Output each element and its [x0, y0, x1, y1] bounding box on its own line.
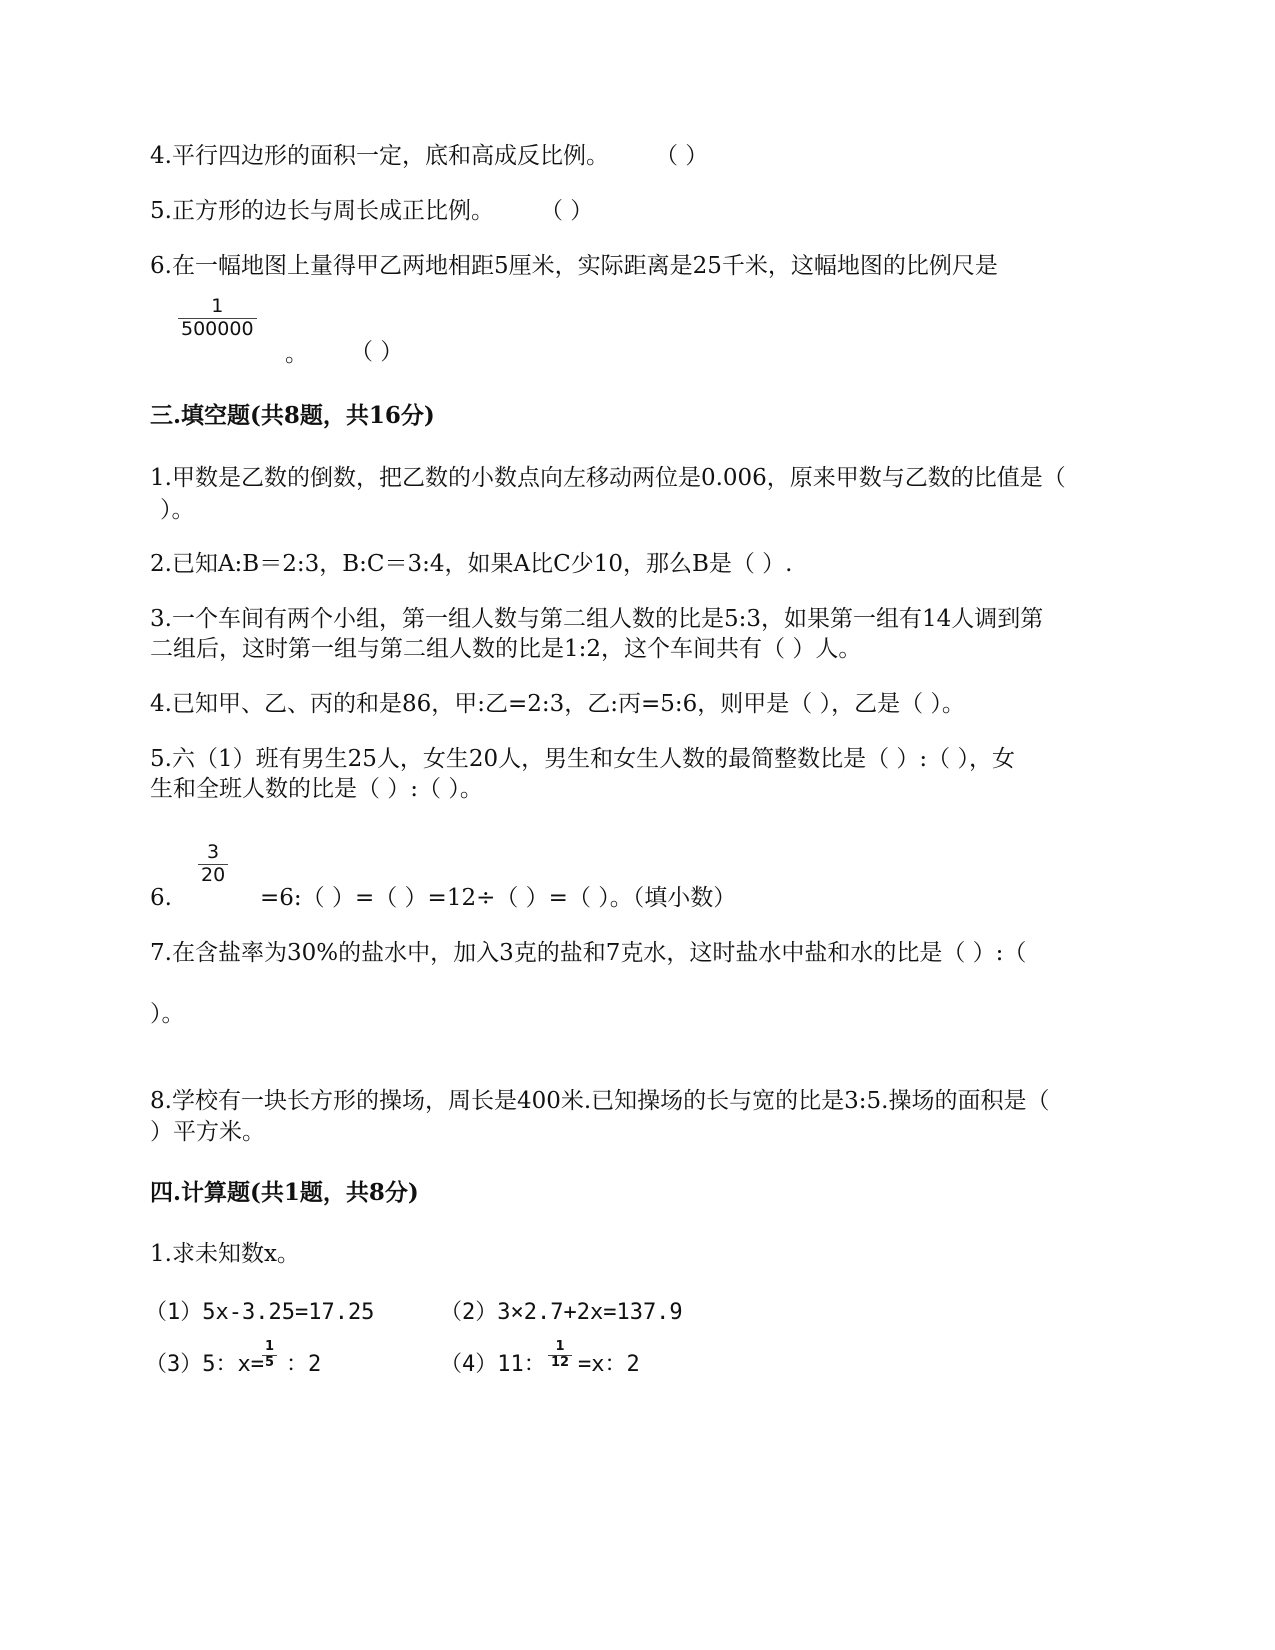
equation-1: （1）5x-3.25=17.25 — [145, 1300, 375, 1325]
fill-question-6-denominator: 20 — [201, 863, 226, 886]
fill-question-4: 4.已知甲、乙、丙的和是86，甲:乙=2:3，乙:丙=5:6，则甲是（ ），乙是（ ）。 — [150, 691, 965, 717]
map-scale-fraction — [178, 296, 257, 341]
judge-question-4 — [150, 140, 609, 172]
fill-question-1-line-2: ）。 — [160, 497, 195, 523]
fill-question-2: 2.已知A:B＝2:3，B:C＝3:4，如果A比C少10，那么B是（ ）. — [150, 551, 793, 577]
equation-2: （2）3×2.7+2x=137.9 — [440, 1300, 683, 1325]
fill-question-3-line-1: 3.一个车间有两个小组，第一组人数与第二组人数的比是5:3，如果第一组有14人调到第 — [150, 606, 1044, 632]
judge-question-6-paren: （ ） — [350, 339, 404, 365]
equation-3-denominator: 5 — [265, 1354, 275, 1370]
equation-4-fraction — [548, 1340, 572, 1371]
fill-question-5-line-1: 5.六（1）班有男生25人，女生20人，男生和女生人数的最简整数比是（ ）:（ ），女 — [150, 746, 1015, 772]
judge-question-4-paren: （ ） — [655, 143, 709, 169]
judge-question-5 — [150, 195, 494, 227]
judge-question-6 — [150, 250, 998, 282]
fill-question-7-line-1: 7.在含盐率为30%的盐水中，加入3克的盐和7克水，这时盐水中盐和水的比是（ ）:（ — [150, 940, 1027, 966]
equation-3-fraction — [262, 1340, 277, 1371]
fill-question-6-fraction — [198, 842, 228, 887]
equation-4-numerator: 1 — [555, 1339, 565, 1354]
fill-question-6-prefix: 6. — [150, 885, 172, 911]
map-scale-denominator: 500000 — [181, 317, 254, 340]
equation-3-suffix: ：2 — [286, 1352, 322, 1377]
fill-question-8-line-2: ）平方米。 — [150, 1119, 265, 1145]
fill-question-7-line-2: ）。 — [150, 1001, 185, 1027]
equation-4-suffix: =x：2 — [578, 1352, 640, 1377]
equation-3-numerator: 1 — [265, 1339, 275, 1354]
equation-4-denominator: 12 — [551, 1354, 570, 1370]
judge-question-4-text: 4.平行四边形的面积一定，底和高成反比例。 — [150, 143, 609, 169]
section-4-title: 四.计算题(共1题，共8分) — [150, 1179, 419, 1206]
section-3-title: 三.填空题(共8题，共16分) — [150, 402, 435, 429]
fill-question-6-numerator: 3 — [207, 841, 220, 863]
judge-question-6-tail: 。 — [285, 341, 308, 367]
judge-question-5-paren: （ ） — [540, 198, 594, 224]
fill-question-1-line-1: 1.甲数是乙数的倒数，把乙数的小数点向左移动两位是0.006，原来甲数与乙数的比值是（ — [150, 465, 1066, 491]
equation-4-prefix: （4）11： — [440, 1352, 546, 1377]
fill-question-8-line-1: 8.学校有一块长方形的操场，周长是400米.已知操场的长与宽的比是3:5.操场的面积是（ — [150, 1088, 1050, 1114]
map-scale-numerator: 1 — [211, 295, 224, 317]
calc-question-1: 1.求未知数x。 — [150, 1241, 300, 1267]
judge-question-6-text: 6.在一幅地图上量得甲乙两地相距5厘米，实际距离是25千米，这幅地图的比例尺是 — [150, 253, 998, 279]
equation-3-prefix: （3）5：x= — [145, 1352, 264, 1377]
fill-question-5-line-2: 生和全班人数的比是（ ）:（ ）。 — [150, 776, 483, 802]
fill-question-6-rest: =6:（ ）=（ ）=12÷（ ）=（ ）。（填小数） — [260, 885, 737, 911]
fill-question-3-line-2: 二组后，这时第一组与第二组人数的比是1:2，这个车间共有（ ）人。 — [150, 636, 862, 662]
judge-question-5-text: 5.正方形的边长与周长成正比例。 — [150, 198, 494, 224]
